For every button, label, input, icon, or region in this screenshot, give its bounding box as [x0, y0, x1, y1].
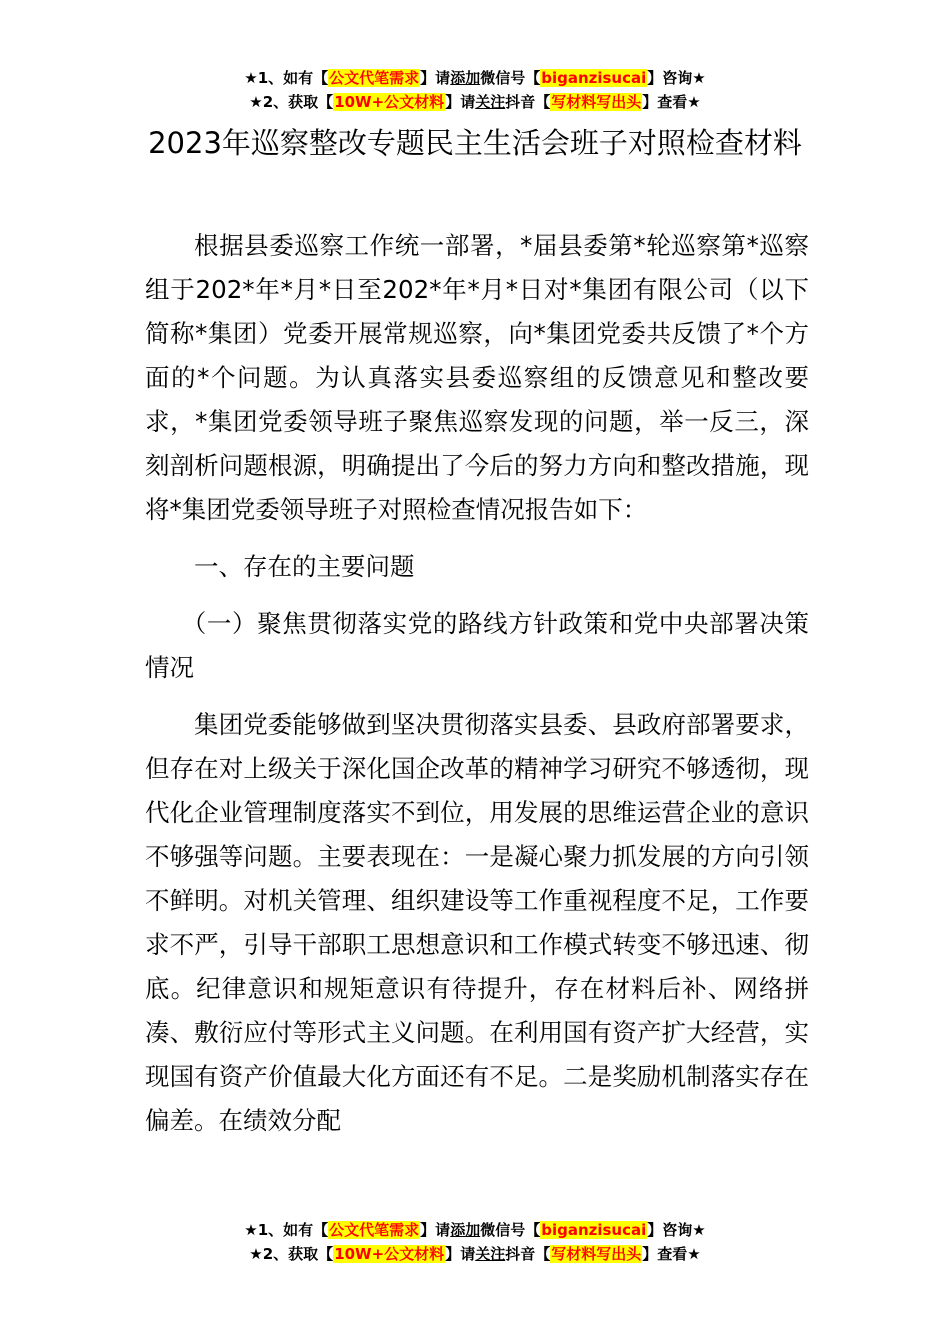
- banner-text: 】请: [445, 1245, 476, 1263]
- banner-text: 】请: [420, 69, 451, 87]
- banner-line-1: [0, 66, 950, 90]
- banner-line-1: [0, 1218, 950, 1242]
- banner-text: 微信号【: [480, 1221, 541, 1239]
- banner-text: 】查看★: [642, 1245, 701, 1263]
- banner-text: 抖音【: [505, 1245, 551, 1263]
- document-title: 2023年巡察整改专题民主生活会班子对照检查材料: [148, 126, 802, 160]
- banner-underlined: 添加: [450, 1221, 481, 1239]
- document-body: [145, 224, 809, 1143]
- banner-text: 】咨询★: [647, 1221, 706, 1239]
- banner-douyin-id: 写材料写出头: [551, 93, 642, 111]
- bottom-banner: [0, 1218, 950, 1266]
- section-heading: 一、存在的主要问题: [194, 552, 415, 581]
- body-paragraph: 集团党委能够做到坚决贯彻落实县委、县政府部署要求，但存在对上级关于深化国企改革的精神学习研究不够透彻，现代化企业管理制度落实不到位，用发展的思维运营企业的意识不够强等问题。主要表现在：一是凝心聚力抓发展的方向引领不鲜明。对机关管理、组织建设等工作重视程度不足，工作要求不严，引导干部职工思想意识和工作模式转变不够迅速、彻底。纪律意识和规矩意识有待提升，存在材料后补、网络拼凑、敷衍应付等形式主义问题。在利用国有资产扩大经营，实现国有资产价值最大化方面还有不足。二是奖励机制落实存在偏差。在绩效分配: [145, 710, 809, 1135]
- banner-highlight: 公文代笔需求: [329, 1221, 420, 1239]
- banner-underlined: 添加: [450, 69, 481, 87]
- banner-text: ★2、获取【: [249, 1245, 334, 1263]
- banner-text: 】咨询★: [647, 69, 706, 87]
- banner-text: ★1、如有【: [244, 1221, 329, 1239]
- banner-wechat-id: biganzisucai: [541, 1221, 647, 1239]
- banner-text: 微信号【: [480, 69, 541, 87]
- banner-text: 】请: [445, 93, 476, 111]
- banner-text: ★1、如有【: [244, 69, 329, 87]
- banner-text: ★2、获取【: [249, 93, 334, 111]
- intro-paragraph: 根据县委巡察工作统一部署，*届县委第*轮巡察第*巡察组于202*年*月*日至202*年*月*日对*集团有限公司（以下简称*集团）党委开展常规巡察，向*集团党委共反馈了*个方面的*个问题。为认真落实县委巡察组的反馈意见和整改要求，*集团党委领导班子聚焦巡察发现的问题，举一反三，深刻剖析问题根源，明确提出了今后的努力方向和整改措施，现将*集团党委领导班子对照检查情况报告如下：: [145, 231, 809, 524]
- banner-highlight: 公文代笔需求: [329, 69, 420, 87]
- subsection-heading: （一）聚焦贯彻落实党的路线方针政策和党中央部署决策情况: [145, 609, 809, 682]
- banner-highlight: 10W+公文材料: [334, 1245, 445, 1263]
- top-banner: [0, 66, 950, 114]
- banner-wechat-id: biganzisucai: [541, 69, 647, 87]
- banner-underlined: 关注: [475, 1245, 506, 1263]
- banner-underlined: 关注: [475, 93, 506, 111]
- banner-highlight: 10W+公文材料: [334, 93, 445, 111]
- banner-text: 】请: [420, 1221, 451, 1239]
- banner-text: 】查看★: [642, 93, 701, 111]
- banner-douyin-id: 写材料写出头: [551, 1245, 642, 1263]
- banner-text: 抖音【: [505, 93, 551, 111]
- banner-line-2: [0, 1242, 950, 1266]
- banner-line-2: [0, 90, 950, 114]
